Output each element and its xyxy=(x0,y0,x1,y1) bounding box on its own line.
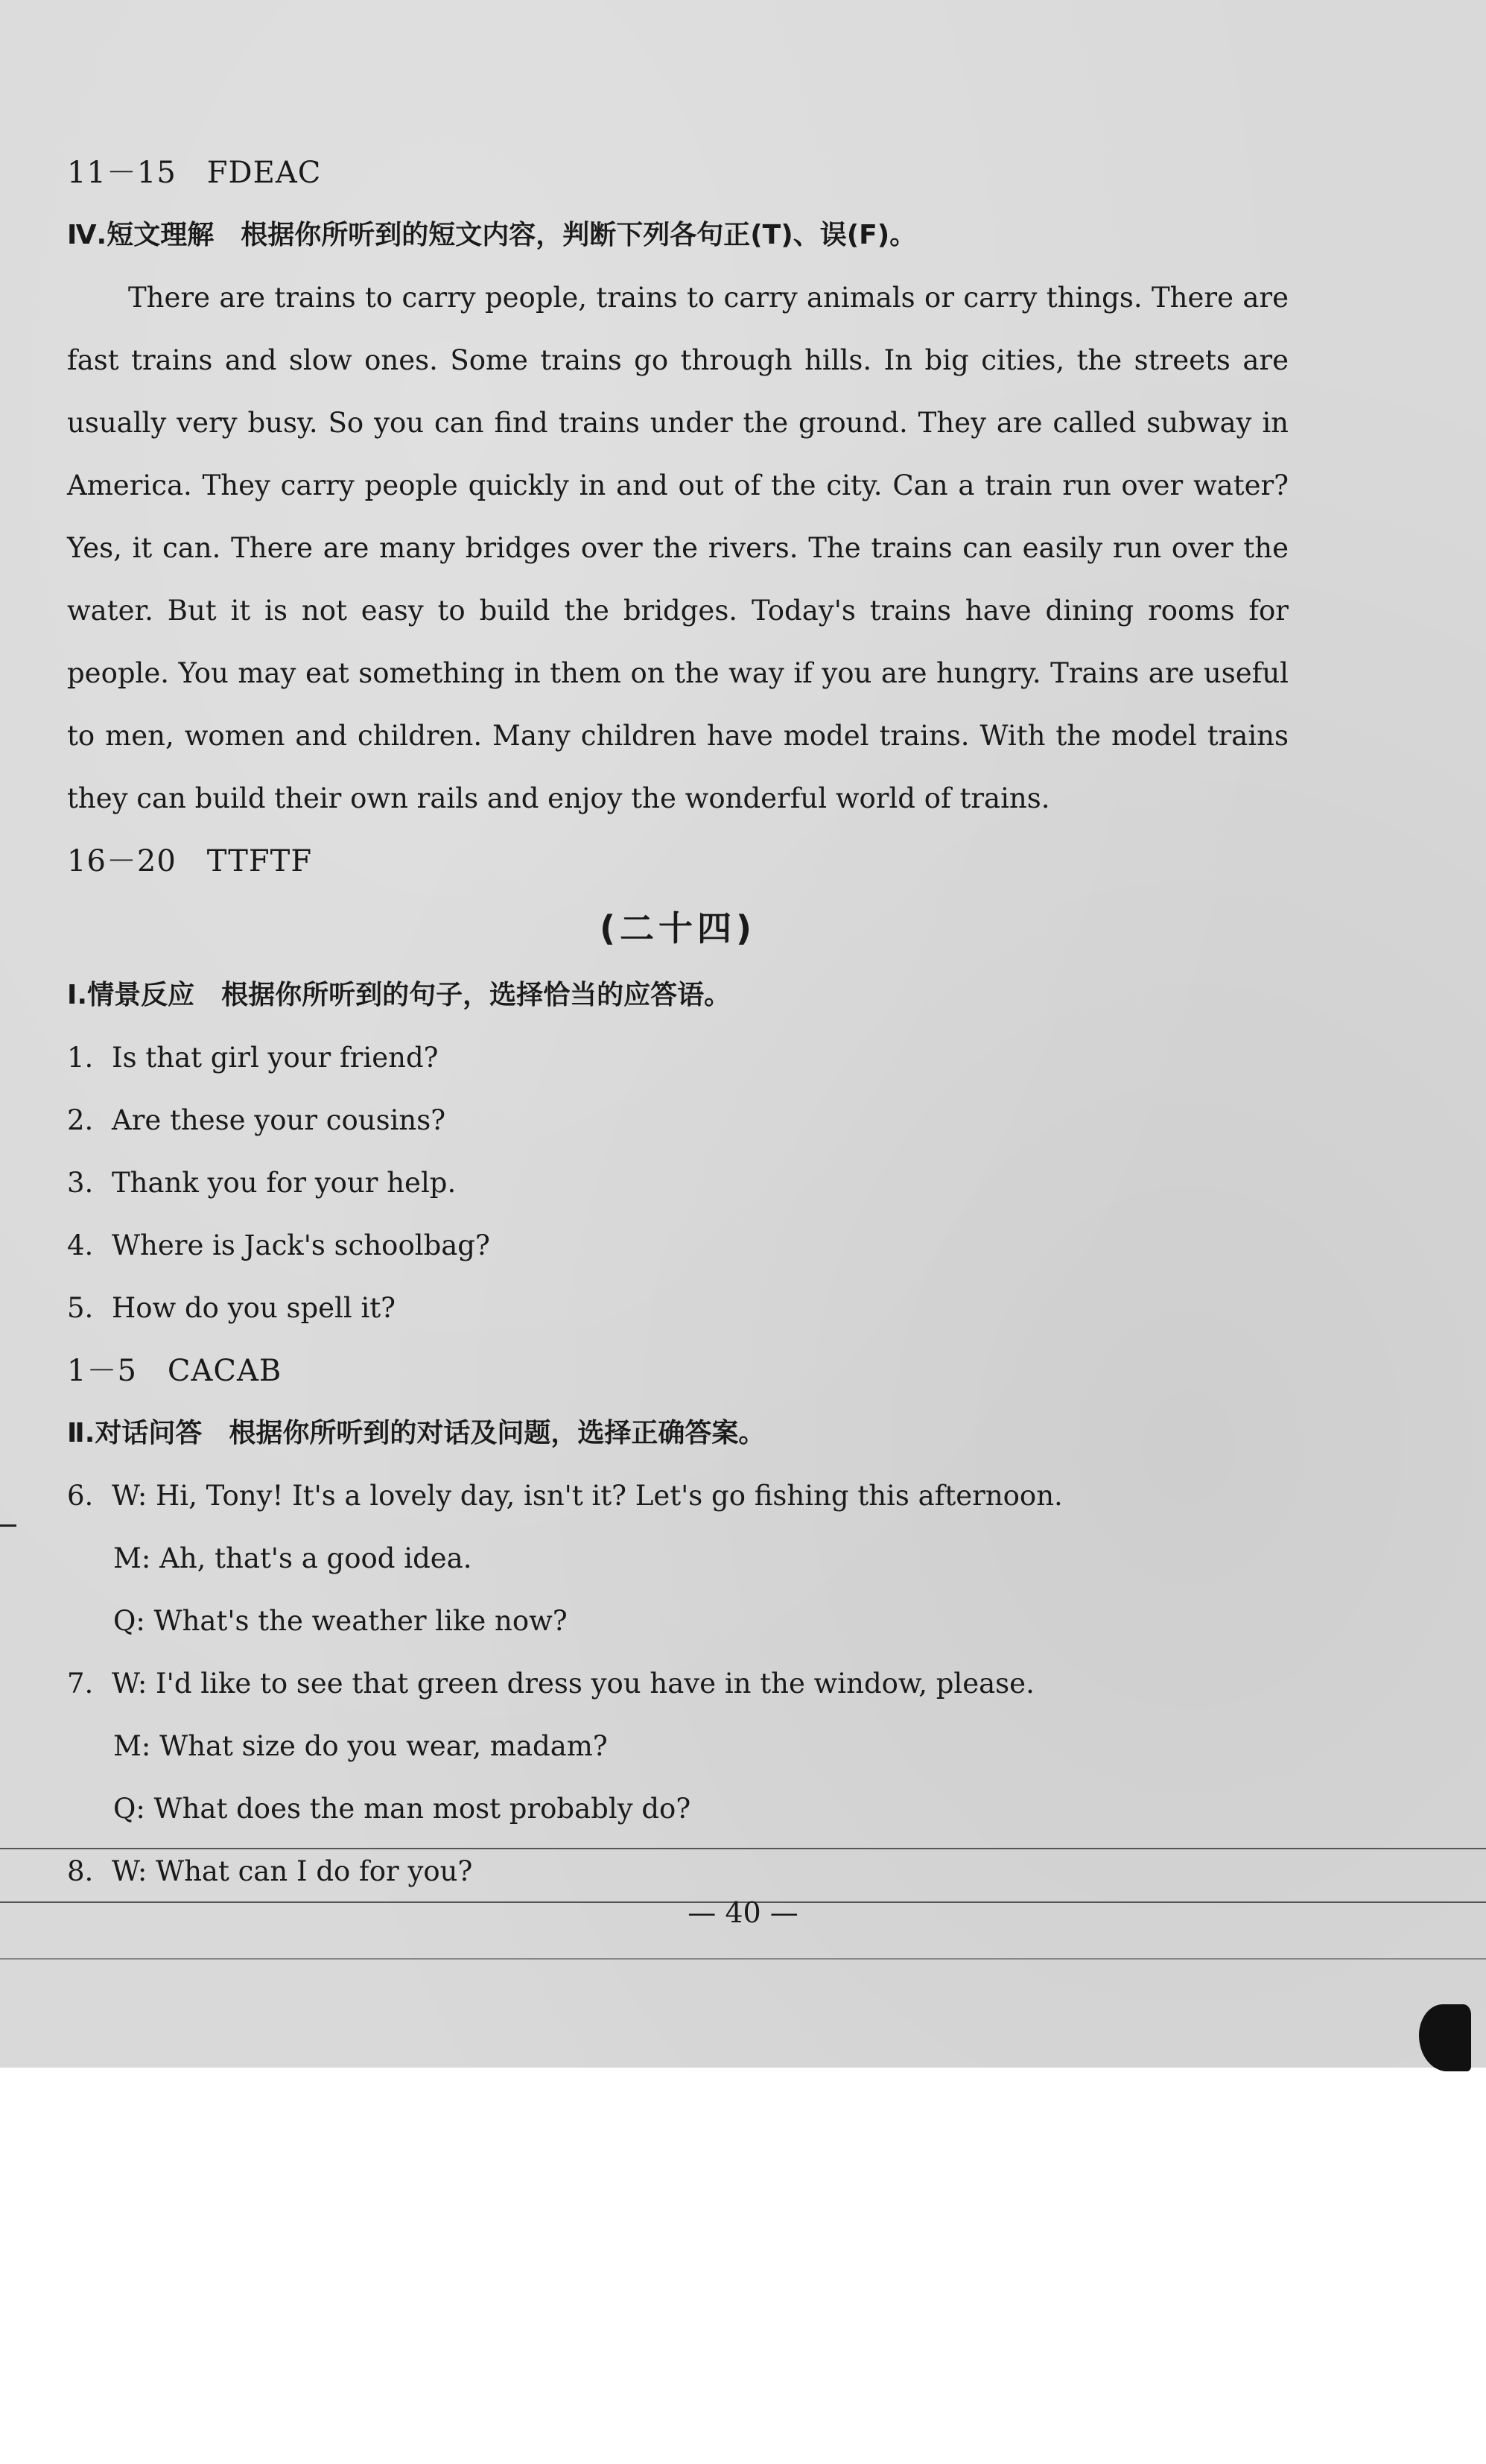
divider-line xyxy=(0,1848,1486,1849)
dialogue-7-question: Q: What does the man most probably do? xyxy=(113,1793,691,1825)
question-item: 1. Is that girl your friend? xyxy=(67,1042,439,1074)
page-number: — 40 — xyxy=(688,1896,798,1929)
unit-title: (二十四) xyxy=(599,908,757,948)
divider-line xyxy=(0,1958,1486,1960)
page-content xyxy=(67,142,1289,1903)
section-4-heading: Ⅳ.短文理解 根据你所听到的短文内容，判断下列各句正(T)、误(F)。 xyxy=(67,220,917,250)
answers-1-5: 1－5 CACAB xyxy=(67,1354,282,1388)
dialogue-6-man: M: Ah, that's a good idea. xyxy=(113,1542,472,1574)
dialogue-8-woman: 8. W: What can I do for you? xyxy=(67,1855,473,1887)
section-4-passage: There are trains to carry people, trains to carry animals or carry things. There are fast trains and slow ones. Some trains go through hills. In big cities, the streets are usually very busy. So you can find trains under the ground. They are called subway in America. They carry people quickly in and out of the city. Can a train run over water? Yes, it can. There are many bridges over the rivers. The trains can easily run over the water. But it is not easy to build the bridges. Today's trains have dining rooms for people. You may eat something in them on the way if you are hungry. Trains are useful to men, women and children. Many children have model trains. With the model trains they can build their own rails and enjoy the wonderful world of trains. xyxy=(67,282,1289,814)
section-2-heading: Ⅱ.对话问答 根据你所听到的对话及问题，选择正确答案。 xyxy=(67,1418,766,1448)
question-item: 2. Are these your cousins? xyxy=(67,1104,446,1136)
question-item: 4. Where is Jack's schoolbag? xyxy=(67,1229,490,1261)
question-item: 5. How do you spell it? xyxy=(67,1292,396,1324)
dialogue-7-woman: 7. W: I'd like to see that green dress you have in the window, please. xyxy=(67,1668,1035,1700)
margin-mark xyxy=(0,1524,16,1527)
answers-16-20: 16－20 TTFTF xyxy=(67,844,313,878)
dialogue-6-question: Q: What's the weather like now? xyxy=(113,1605,568,1637)
dialogue-6-woman: 6. W: Hi, Tony! It's a lovely day, isn't it? Let's go fishing this afternoon. xyxy=(67,1480,1063,1512)
question-item: 3. Thank you for your help. xyxy=(67,1167,457,1199)
section-1-heading: Ⅰ.情景反应 根据你所听到的句子，选择恰当的应答语。 xyxy=(67,980,731,1010)
answers-11-15: 11－15 FDEAC xyxy=(67,156,322,190)
dialogue-7-man: M: What size do you wear, madam? xyxy=(113,1730,608,1762)
